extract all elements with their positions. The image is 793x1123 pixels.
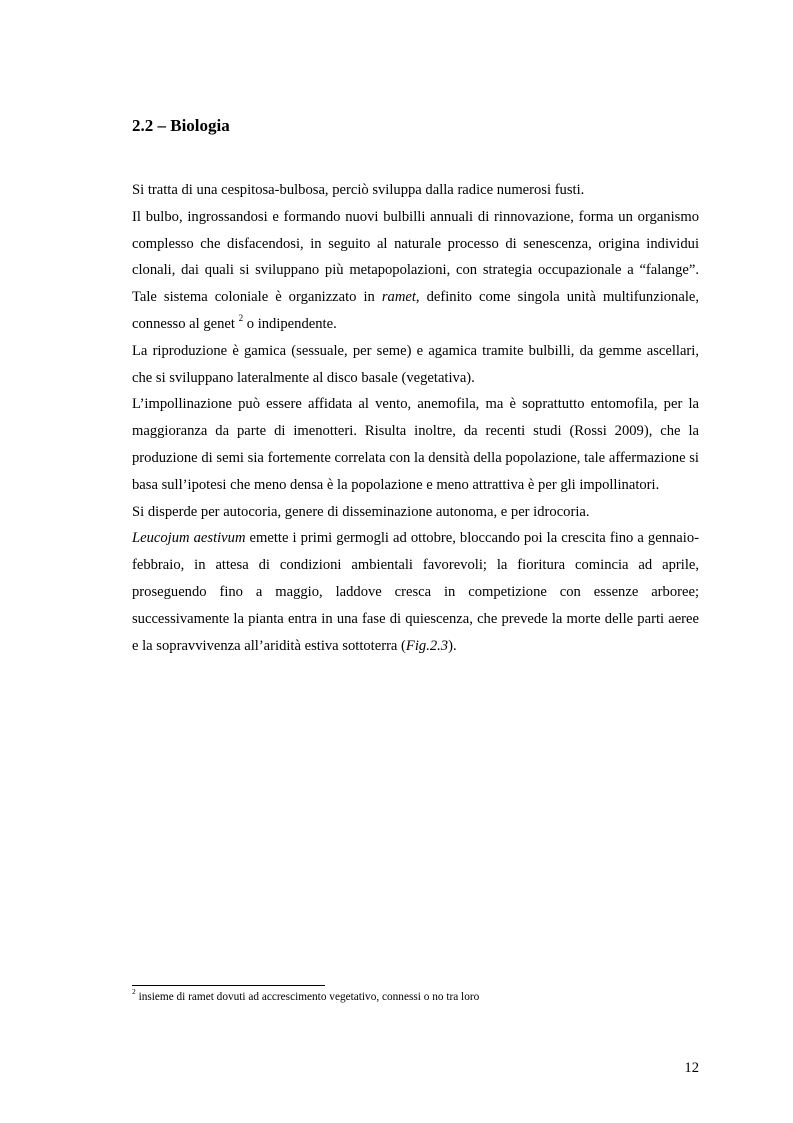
footnote-number: 2 — [132, 987, 136, 997]
term-ramet: ramet — [381, 289, 416, 306]
paragraph-growth-form: Si tratta di una cespitosa-bulbosa, perciò sviluppa dalla radice numerosi fusti. — [132, 182, 585, 198]
paragraph-bulb-text-end: o indipendente. — [243, 315, 337, 332]
paragraph-bulb-text: Il bulbo, ingrossandosi e formando nuovi bulbilli annuali di rinnovazione, forma un organismo complesso che disfacendosi, in seguito al naturale processo di senescenza, origina individui clonali, dai quali si sviluppano più metapopolazioni, con strategia occupazionale a “falange”. Tale sistema coloniale è organizzato in — [132, 208, 699, 306]
species-name: Leucojum aestivum — [132, 530, 246, 547]
paragraph-pollination: L’impollinazione può essere affidata al vento, anemofila, ma è soprattutto entomofila, per la maggioranza da parte di imenotteri. Risulta inoltre, da recenti studi (Rossi 2009), che la produzione di semi sia fortemente correlata con la densità della popolazione, tale affermazione si basa sull’ipotesi che meno densa è la popolazione e meno attrattiva è per gli impollinatori. — [132, 396, 699, 493]
paragraph-dispersal: Si disperde per autocoria, genere di disseminazione autonoma, e per idrocoria. — [132, 503, 590, 520]
footnote-reference: 2 — [238, 313, 244, 324]
paragraph-phenology — [132, 525, 699, 659]
paragraph-phenology-text: emette i primi germogli ad ottobre, bloccando poi la crescita fino a gennaio-febbraio, in attesa di condizioni ambientali favorevoli; la fioritura comincia ad aprile, proseguendo fino a maggio, laddove cresca in competizione con essenze arboree; successivamente la pianta entra in una fase di quiescenza, che prevede la morte delle parti aeree e la sopravvivenza all’aridità estiva sottoterra ( — [132, 530, 699, 654]
footnote — [132, 989, 479, 1005]
footnote-text: insieme di ramet dovuti ad accrescimento vegetativo, connessi o no tra loro — [135, 991, 480, 1003]
body-text — [132, 177, 699, 659]
figure-reference: Fig.2.3 — [405, 637, 449, 654]
page-number: 12 — [684, 1060, 699, 1076]
section-heading: 2.2 – Biologia — [132, 116, 230, 135]
footnote-divider — [132, 985, 325, 986]
paragraph-phenology-end: ). — [448, 637, 457, 654]
paragraph-reproduction: La riproduzione è gamica (sessuale, per seme) e agamica tramite bulbilli, da gemme ascellari, che si sviluppano lateralmente al disco basale (vegetativa). — [132, 342, 699, 386]
paragraph-bulb — [132, 204, 699, 338]
paragraph-bulb-text-continued: , definito come singola unità multifunzionale, connesso al genet — [132, 289, 699, 332]
